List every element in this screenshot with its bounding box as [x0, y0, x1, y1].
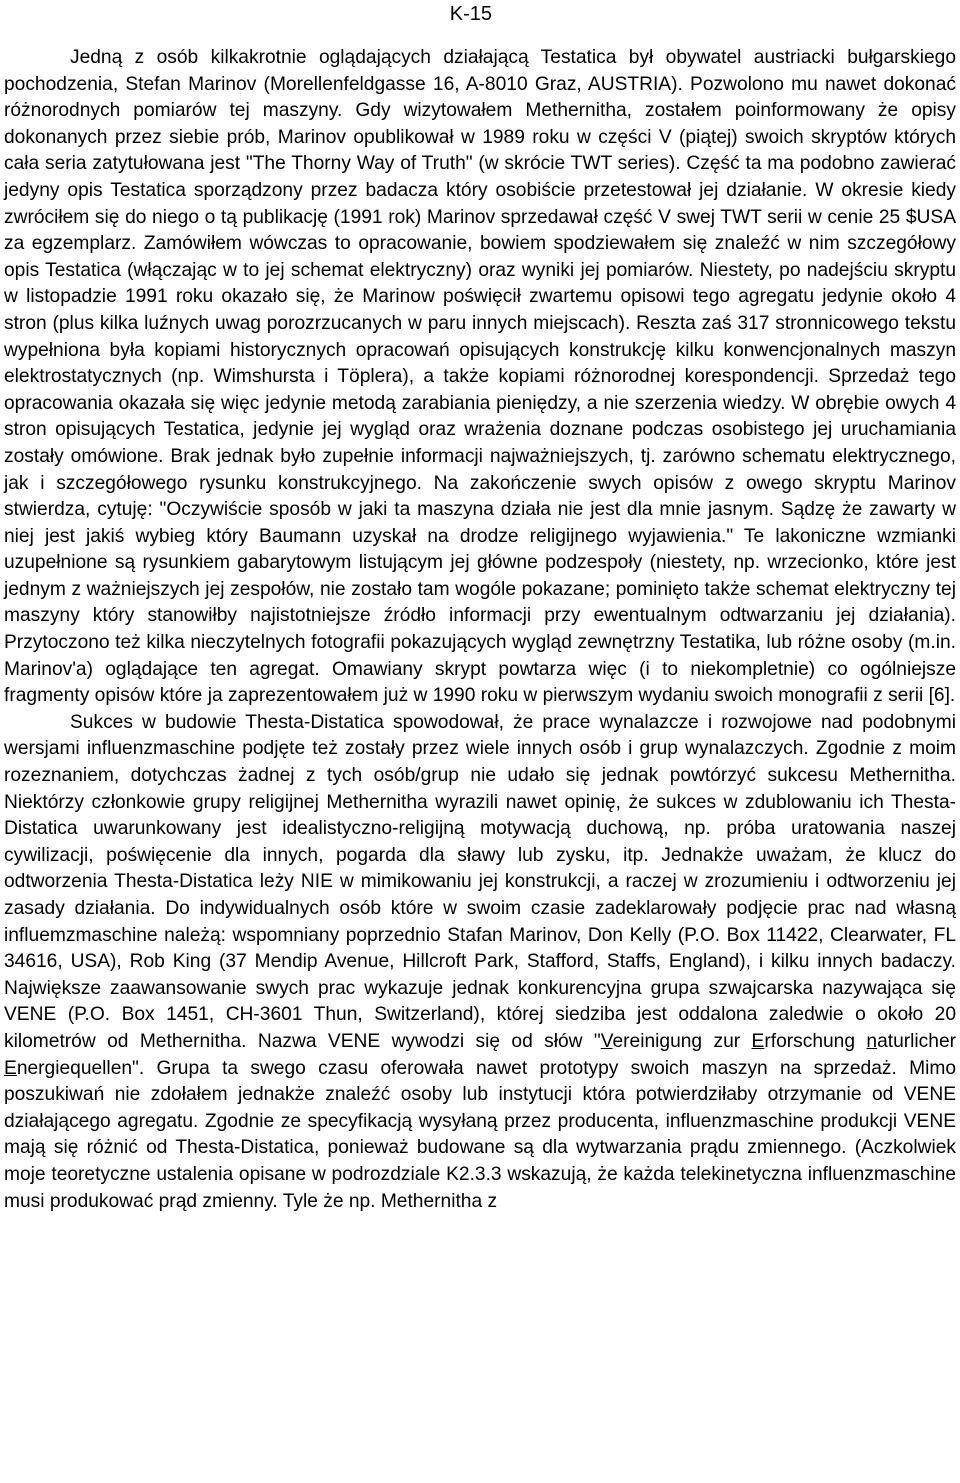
paragraph-vene-part-2: ". Grupa ta swego czasu oferowała nawet prototypy swoich maszyn na sprzedaż. Mimo poszukiwań nie zdołałem jednakże znaleźć osoby lub instytucji która potwierdziłaby otrzymanie od VENE działającego agregatu. Zgodnie ze specyfikacją wysyłaną przez producenta, influenzmaschine produkcji VENE mają się różnić od Thesta-Distatica, ponieważ budowane są dla wytwarzania prądu zmiennego. (Aczkolwiek moje teoretyczne ustalenia opisane w podrozdziale K2.3.3 wskazują, że każda telekinetyczna influenzmaschine musi produkować prąd zmienny. Tyle że np. Methernitha z	[4, 1057, 956, 1212]
vene-name-rest-3: aturlicher	[877, 1030, 957, 1052]
vene-name-rest-2: rforschung	[764, 1030, 867, 1052]
vene-name-initial-4: E	[4, 1057, 17, 1079]
vene-name-initial-3: n	[866, 1030, 878, 1052]
page-number: K-15	[449, 3, 492, 25]
vene-name-initial-1: V	[600, 1030, 613, 1052]
vene-name-rest-1: ereinigung zur	[612, 1030, 752, 1052]
paragraph-marinov: Jedną z osób kilkakrotnie oglądających działającą Testatica był obywatel austriacki bułgarskiego pochodzenia, Stefan Marinov (Morellenfeldgasse 16, A-8010 Graz, AUSTRIA). Pozwolono mu nawet dokonać różnorodnych pomiarów tej maszyny. Gdy wizytowałem Methernitha, zostałem poinformowany że opisy dokonanych przez siebie prób, Marinov opublikował w 1989 roku w części V (piątej) swoich skryptów których cała seria zatytułowana jest "The Thorny Way of Truth" (w skrócie TWT series). Część ta ma podobno zawierać jedyny opis Testatica sporządzony przez badacza który osobiście przetestował jej działanie. W okresie kiedy zwróciłem się do niego o tą publikację (1991 rok) Marinov sprzedawał część V swej TWT serii w cenie 25 $USA za egzemplarz. Zamówiłem wówczas to opracowanie, bowiem spodziewałem się znaleźć w nim szczegółowy opis Testatica (włączając w to jej schemat elektryczny) oraz wyniki jej pomiarów. Niestety, po nadejściu skryptu w listopadzie 1991 roku okazało się, że Marinow poświęcił zwartemu opisowi tego agregatu jedynie około 4 stron (plus kilka luźnych uwag porozrzucanych w paru innych miejscach). Reszta zaś 317 stronnicowego tekstu wypełniona była kopiami historycznych opracowań opisujących konstrukcję kilku konwencjonalnych maszyn elektrostatycznych (np. Wimshursta i Töplera), a także kopiami różnorodnej korespondencji. Sprzedaż tego opracowania okazała się więc jedynie metodą zarabiania pieniędzy, a nie szerzenia wiedzy. W obrębie owych 4 stron opisujących Testatica, jedynie jej wygląd oraz wrażenia doznane podczas osobistego jej uruchamiania zostały omówione. Brak jednak było zupełnie informacji najważniejszych, tj. zarówno schematu elektrycznego, jak i szczegółowego rysunku konstrukcyjnego. Na zakończenie swych opisów z owego skryptu Marinov stwierdza, cytuję: "Oczywiście sposób w jaki ta maszyna działa nie jest dla mnie jasnym. Sądzę że zawarty w niej jest jakiś wybieg który Baumann uzyskał na drodze religijnego wyjawienia." Te lakoniczne wzmianki uzupełnione są rysunkiem gabarytowym listującym jej główne podzespoły (niestety, np. wrzecionko, które jest jednym z ważniejszych jej zespołów, nie zostało tam wogóle pokazane; pominięto także schemat elektryczny tej maszyny który stanowiłby najistotniejsze źródło informacji przy ewentualnym odtwarzaniu jej działania). Przytoczono też kilka nieczytelnych fotografii pokazujących wygląd zewnętrzny Testatika, lub różne osoby (m.in. Marinov'a) oglądające ten agregat. Omawiany skrypt powtarza więc (i to niekompletnie) co ogólniejsze fragmenty opisów które ja zaprezentowałem już w 1990 roku w pierwszym wydaniu swoich monografii z serii [6].	[4, 47, 956, 707]
vene-name-initial-2: E	[751, 1030, 765, 1052]
paragraph-vene-part-1: Sukces w budowie Thesta-Distatica spowodował, że prace wynalazcze i rozwojowe nad podobnymi wersjami influenzmaschine podjęte też zostały przez wiele innych osób i grup wynalazczych. Zgodnie z moim rozeznaniem, dotychczas żadnej z tych osób/grup nie udało się jednak powtórzyć sukcesu Methernitha. Niektórzy członkowie grupy religijnej Methernitha wyrazili nawet opinię, że sukces w zdublowaniu ich Thesta-Distatica uwarunkowany jest idealistyczno-religijną motywacją duchową, np. próba uratowania naszej cywilizacji, poświęcenie dla innych, pogarda dla sławy lub zysku, itp. Jednakże uważam, że klucz do odtworzenia Thesta-Distatica leży NIE w mimikowaniu jej konstrukcji, a raczej w zrozumieniu i odtworzeniu jej zasady działania. Do indywidualnych osób które w swoim czasie zadeklarowały podjęcie prac nad własną influemzmaschine należą: wspomniany poprzednio Stafan Marinov, Don Kelly (P.O. Box 11422, Clearwater, FL 34616, USA), Rob King (37 Mendip Avenue, Hillcroft Park, Stafford, Staffs, England), i kilku innych badaczy. Największe zaawansowanie swych prac wykazuje jednak konkurencyjna grupa szwajcarska nazywająca się VENE (P.O. Box 1451, CH-3601 Thun, Switzerland), której siedziba jest oddalona zaledwie o około 20 kilometrów od Methernitha. Nazwa VENE wywodzi się od słów "	[4, 711, 956, 1052]
paragraph-vene	[4, 710, 956, 1215]
vene-name-rest-4: nergiequellen	[16, 1057, 133, 1079]
body-text	[4, 45, 956, 1215]
